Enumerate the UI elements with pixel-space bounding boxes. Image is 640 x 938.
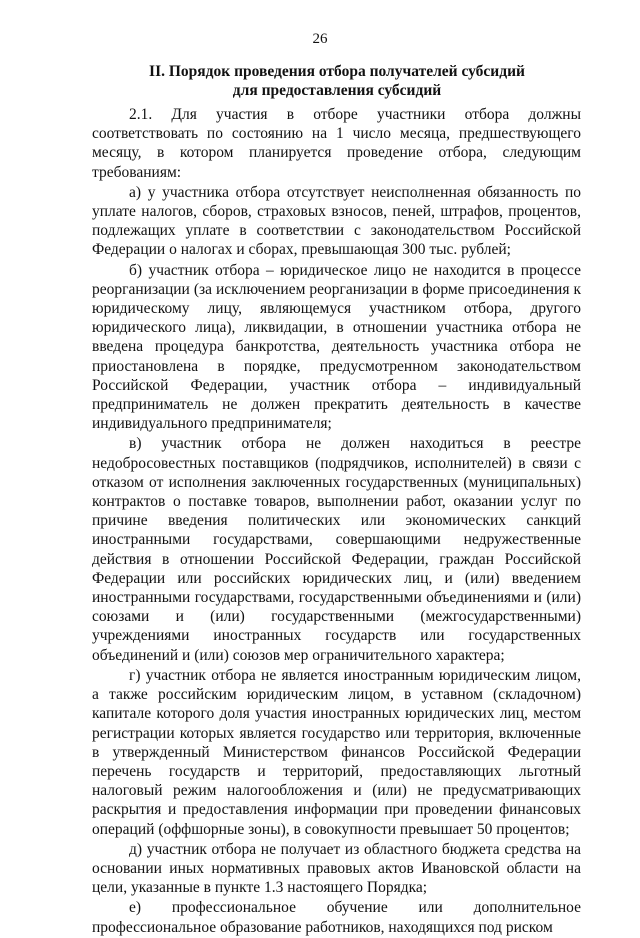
- section-title-line-1: II. Порядок проведения отбора получателей субсидий: [149, 63, 525, 80]
- paragraph-item-e: е) профессиональное обучение или дополнительное профессиональное образование работников, находящихся под риском: [92, 899, 581, 936]
- section-title: [92, 62, 582, 100]
- paragraph-item-a: а) у участника отбора отсутствует неисполненная обязанность по уплате налогов, сборов, страховых взносов, пеней, штрафов, процентов, подлежащих уплате в соответствии с законодательством Российской Федерации о налогах и сборах, превышающая 300 тыс. рублей;: [92, 183, 581, 259]
- paragraph-item-b: б) участник отбора – юридическое лицо не находится в процессе реорганизации (за исключением реорганизации в форме присоединения к юридическому лицу, являющемуся участником отбора, другого юридического лица), ликвидации, в отношении участника отбора не введена процедура банкротства, деятельность участника отбора не приостановлена в порядке, предусмотренном законодательством Российской Федерации, участник отбора – индивидуальный предприниматель не должен прекратить деятельность в качестве индивидуального предпринимателя;: [92, 261, 581, 433]
- paragraph-item-v: в) участник отбора не должен находиться в реестре недобросовестных поставщиков (подрядчиков, исполнителей) в связи с отказом от исполнения заключенных государственных (муниципальных) контрактов о поставке товаров, выполнении работ, оказании услуг по причине введения политических или экономических санкций иностранными государствами, совершающими недружественные действия в отношении Российской Федерации, граждан Российской Федерации или российских юридических лиц, и (или) введением иностранными государствами, государственными объединениями и (или) союзами и (или) государственными (межгосударственными) учреждениями иностранных государств или государственных объединений и (или) союзов мер ограничительного характера;: [92, 435, 581, 664]
- paragraph-2-1: 2.1. Для участия в отборе участники отбора должны соответствовать по состоянию на 1 число месяца, предшествующего месяцу, в котором планируется проведение отбора, следующим требованиям:: [92, 106, 581, 181]
- section-title-line-2: для предоставления субсидий: [232, 82, 442, 99]
- document-body: [92, 105, 581, 938]
- paragraph-item-g: г) участник отбора не является иностранным юридическим лицом, а также российским юридическим лицом, в уставном (складочном) капитале которого доля участия иностранных юридических лиц, местом регистрации которых является государство или территория, включенные в утвержденный Министерством финансов Российской Федерации перечень государств и территорий, предоставляющих льготный налоговый режим налогообложения и (или) не предусматривающих раскрытия и предоставления информации при проведении финансовых операций (оффшорные зоны), в совокупности превышает 50 процентов;: [92, 666, 581, 838]
- paragraph-item-d: д) участник отбора не получает из областного бюджета средства на основании иных нормативных правовых актов Ивановской области на цели, указанные в пункте 1.3 настоящего Порядка;: [92, 840, 581, 897]
- page-number: 26: [312, 31, 328, 47]
